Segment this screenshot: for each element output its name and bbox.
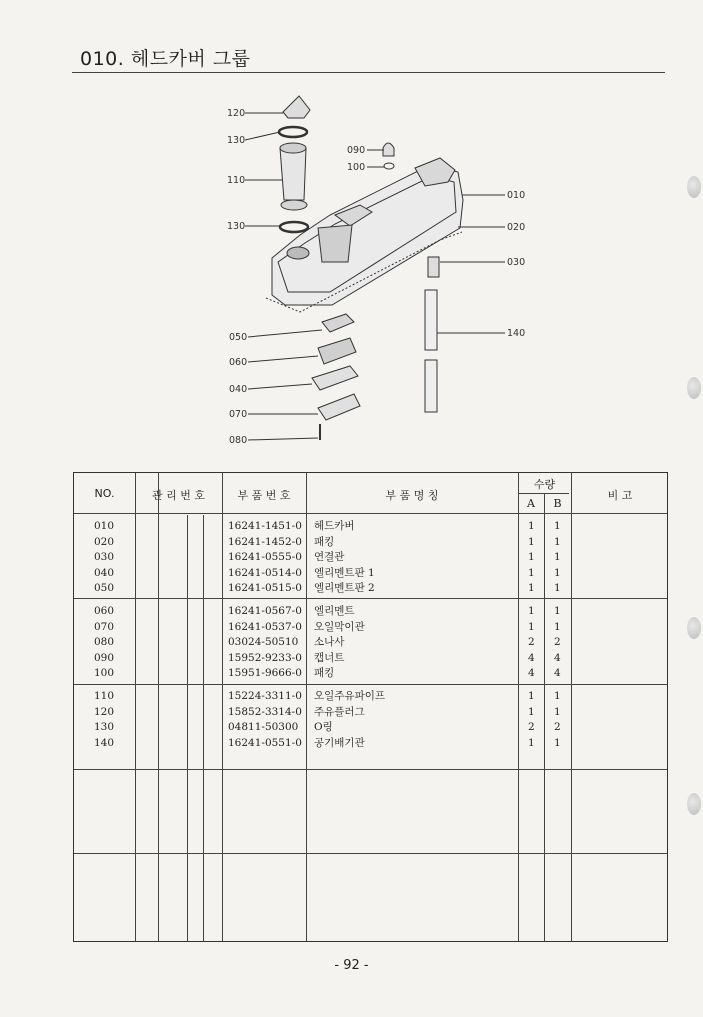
oil-plug-part [283, 96, 310, 118]
element-plate-part [322, 314, 354, 332]
element-part [318, 338, 356, 364]
oil-filler-pipe-part [280, 148, 306, 200]
parts-table [73, 472, 668, 942]
group-qty-a-column: 1 1 2 1 [528, 690, 535, 749]
cap-nut-part [383, 143, 394, 156]
callout-label: 060 [229, 357, 248, 368]
group-qty-a-column: 1 1 2 4 4 [528, 605, 535, 679]
packing-part [384, 163, 394, 169]
group-no-column: 110 120 130 140 [94, 690, 115, 749]
header-part-no: 부 품 번 호 [237, 489, 291, 502]
header-remark: 비 고 [607, 489, 633, 502]
group-qty-b-column: 1 1 2 1 [554, 690, 561, 749]
callout-label: 030 [507, 257, 526, 268]
callout-label: 050 [229, 332, 248, 343]
header-qty-a: A [527, 497, 535, 510]
o-ring-part [279, 127, 307, 137]
group-qty-b-column: 1 1 2 4 4 [554, 605, 561, 679]
group-part-no-column: 15224-3311-0 15852-3314-0 04811-50300 16241-0551-0 [228, 690, 302, 749]
callout-label: 070 [229, 409, 248, 420]
connector-tube-part [428, 257, 439, 277]
group-part-no-column: 16241-0567-0 16241-0537-0 03024-50510 15952-9233-0 15951-9666-0 [228, 605, 302, 679]
page-number: - 92 - [334, 958, 369, 973]
callout-label: 120 [227, 108, 246, 119]
breather-pipe-part [425, 290, 437, 350]
header-qty: 수량 [533, 478, 556, 491]
group-part-name-column: 오일주유파이프 주유플러그 O링 공기배기관 [314, 690, 386, 749]
callout-label: 040 [229, 384, 248, 395]
o-ring-part [280, 222, 308, 232]
group-part-no-column: 16241-1451-0 16241-1452-0 16241-0555-0 16241-0514-0 16241-0515-0 [228, 520, 302, 594]
callout-label: 090 [347, 145, 366, 156]
page-title: 010. 헤드카버 그룹 [80, 48, 251, 70]
binder-hole [687, 617, 701, 639]
group-no-column: 010 020 030 040 050 [94, 520, 115, 594]
group-qty-a-column: 1 1 1 1 1 [528, 520, 535, 594]
exploded-parts-diagram [0, 0, 703, 470]
binder-hole [687, 793, 701, 815]
header-no: NO. [94, 487, 115, 500]
callout-label: 140 [507, 328, 526, 339]
group-qty-b-column: 1 1 1 1 1 [554, 520, 561, 594]
group-part-name-column: 헤드카버 패킹 연결관 엘리멘트판 1 엘리멘트판 2 [314, 520, 375, 594]
callout-label: 010 [507, 190, 526, 201]
callout-label: 110 [227, 175, 246, 186]
header-mgmt-no: 관 리 번 호 [152, 489, 205, 502]
header-part-name: 부 품 명 칭 [385, 489, 439, 502]
callout-label: 130 [227, 135, 246, 146]
element-plate-part [312, 366, 358, 390]
group-part-name-column: 엘리멘트 오일막이관 소나사 캡너트 패킹 [314, 605, 365, 679]
callout-label: 100 [347, 162, 366, 173]
oil-baffle-part [318, 394, 360, 420]
callout-label: 080 [229, 435, 248, 446]
header-qty-b: B [553, 497, 562, 510]
group-no-column: 060 070 080 090 100 [94, 605, 115, 679]
callout-label: 020 [507, 222, 526, 233]
callout-label: 130 [227, 221, 246, 232]
